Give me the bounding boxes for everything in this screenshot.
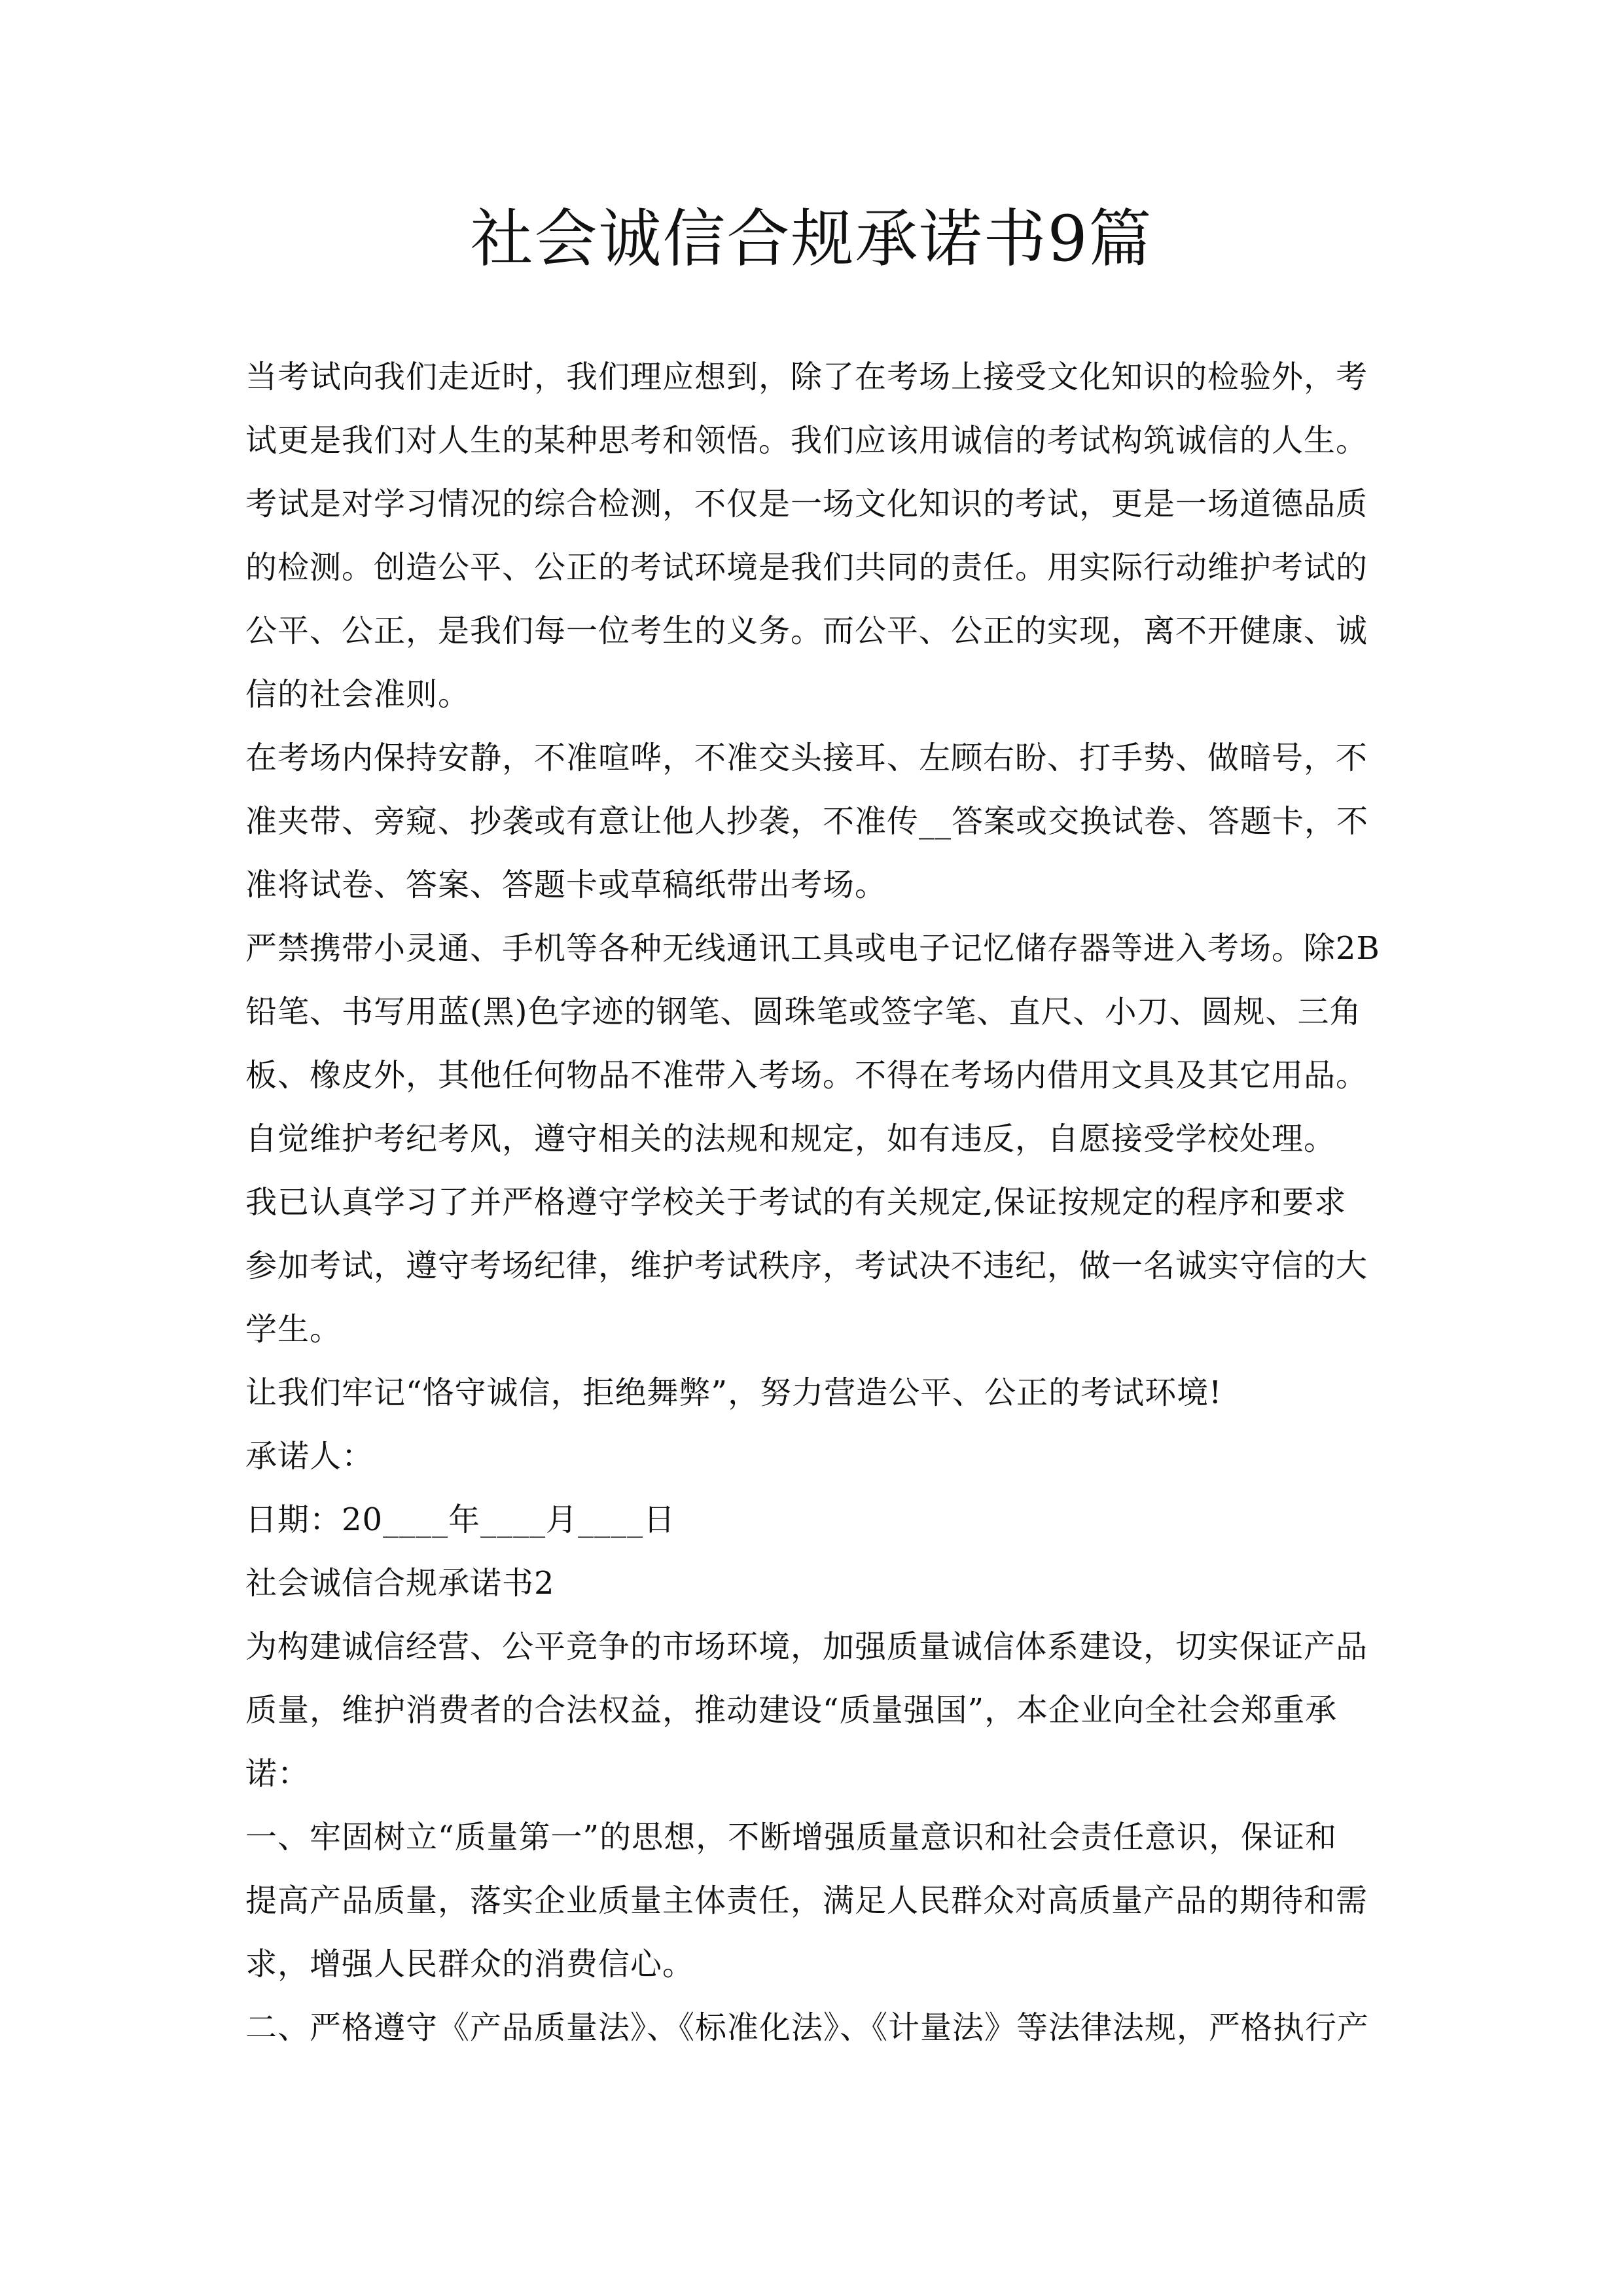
text-line: 社会诚信合规承诺书2 — [245, 1565, 555, 1602]
text-line: 信的社会准则。 — [245, 676, 471, 713]
text-line: 二、严格遵守《产品质量法》、《标准化法》、《计量法》等法律法规，严格执行产 — [245, 2009, 1370, 2046]
text-line: 诺： — [245, 1755, 310, 1792]
document-body — [245, 346, 1384, 2060]
text-line: 在考场内保持安静，不准喧哗，不准交头接耳、左顾右盼、打手势、做暗号，不 — [245, 740, 1368, 776]
text-line: 当考试向我们走近时，我们理应想到，除了在考场上接受文化知识的检验外，考 — [245, 359, 1368, 395]
text-line: 求，增强人民群众的消费信心。 — [245, 1946, 695, 1982]
text-line: 自觉维护考纪考风，遵守相关的法规和规定，如有违反，自愿接受学校处理。 — [245, 1121, 1336, 1157]
text-line: 我已认真学习了并严格遵守学校关于考试的有关规定,保证按规定的程序和要求 — [245, 1184, 1347, 1221]
text-line: 质量，维护消费者的合法权益，推动建设“质量强国”，本企业向全社会郑重承 — [245, 1692, 1338, 1729]
document-title: 社会诚信合规承诺书9篇 — [470, 202, 1153, 276]
text-line: 考试是对学习情况的综合检测，不仅是一场文化知识的考试，更是一场道德品质 — [245, 486, 1368, 522]
text-line: 学生。 — [245, 1311, 342, 1348]
text-line: 严禁携带小灵通、手机等各种无线通讯工具或电子记忆储存器等进入考场。除2B — [245, 930, 1380, 967]
text-line: 日期：20____年____月____日 — [245, 1501, 676, 1538]
text-line: 让我们牢记“恪守诚信，拒绝舞弊”，努力营造公平、公正的考试环境! — [245, 1374, 1222, 1411]
text-line: 铅笔、书写用蓝(黑)色字迹的钢笔、圆珠笔或签字笔、直尺、小刀、圆规、三角 — [245, 994, 1362, 1030]
text-line: 一、牢固树立“质量第一”的思想，不断增强质量意识和社会责任意识，保证和 — [245, 1819, 1338, 1856]
text-line: 准夹带、旁窥、抄袭或有意让他人抄袭，不准传__答案或交换试卷、答题卡，不 — [245, 803, 1369, 840]
text-line: 为构建诚信经营、公平竞争的市场环境，加强质量诚信体系建设，切实保证产品 — [245, 1628, 1368, 1665]
text-line: 参加考试，遵守考场纪律，维护考试秩序，考试决不违纪，做一名诚实守信的大 — [245, 1247, 1368, 1284]
text-line: 提高产品质量，落实企业质量主体责任，满足人民群众对高质量产品的期待和需 — [245, 1882, 1368, 1919]
text-line: 准将试卷、答案、答题卡或草稿纸带出考场。 — [245, 867, 887, 903]
text-line: 的检测。创造公平、公正的考试环境是我们共同的责任。用实际行动维护考试的 — [245, 549, 1368, 586]
text-line: 公平、公正，是我们每一位考生的义务。而公平、公正的实现，离不开健康、诚 — [245, 613, 1368, 649]
text-line: 承诺人： — [245, 1438, 374, 1475]
text-line: 试更是我们对人生的某种思考和领悟。我们应该用诚信的考试构筑诚信的人生。 — [245, 422, 1368, 459]
text-line: 板、橡皮外，其他任何物品不准带入考场。不得在考场内借用文具及其它用品。 — [245, 1057, 1368, 1094]
